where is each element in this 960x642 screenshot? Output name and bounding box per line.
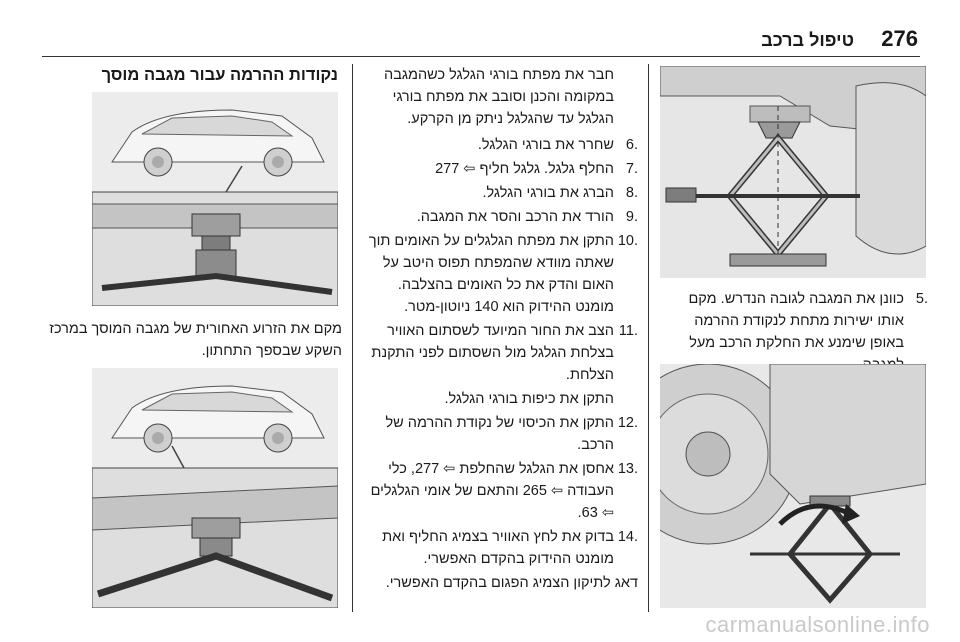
step-text: שחרר את בורגי הגלגל. [477, 137, 614, 153]
step-text: בדוק את לחץ האוויר בצמיג החליף ואת מומנט ההידוק בהקדם האפשרי. [382, 529, 614, 567]
step-9 [362, 206, 638, 228]
car-lift-point-figure-2 [92, 368, 338, 608]
outro-paragraph: דאג לתיקון הצמיג הפגום בהקדם האפשרי. [385, 575, 638, 591]
watermark-text: carmanualsonline.info [705, 612, 930, 637]
left-column-caption [30, 318, 342, 366]
page-header-title: טיפול ברכב [761, 30, 854, 50]
step-number: .6 [625, 137, 638, 153]
step-text: הברג את בורגי הגלגל. [482, 185, 614, 201]
step-number: .9 [625, 209, 638, 225]
scissor-jack-illustration [660, 66, 926, 278]
step-text: אחסן את הגלגל שהחלפת ⇦ 277, כלי העבודה ⇦ 265 והתאם של אומי הגלגלים ⇦ 63. [370, 461, 614, 521]
step-text: התקן את הכיסוי של נקודת ההרמה של הרכב. [385, 415, 614, 453]
step-number: .11 [618, 323, 638, 339]
step-text: הצב את החור המיועד לשסתום האוויר בצלחת הגלגל מול השסתום לפני התקנת הצלחת. [371, 323, 614, 383]
jack-under-car-figure [660, 364, 926, 608]
page-number: 276 [881, 26, 918, 51]
middle-column-text [362, 64, 638, 598]
step-text: התקן את מפתח הגלגלים על האומים תוך שאתה מוודא שהמפתח תפוס היטב על האום והדק את כל האומים בהצלבה. מומנט ההידוק הוא 140 ניוטון-מטר. [368, 233, 614, 315]
step-11 [362, 320, 638, 386]
intro-paragraph: חבר את מפתח בורגי הגלגל כשהמגבה במקומה והכנן וסובב את מפתח בורגי הגלגל עד שהגלגל ניתק מן הקרקע. [384, 67, 614, 127]
jack-rotation-illustration [660, 364, 926, 608]
step-text: התקן את כיפות בורגי הגלגל. [444, 391, 614, 407]
column-divider-right [648, 64, 649, 612]
step-number: .13 [617, 461, 638, 477]
step-6 [362, 134, 638, 156]
column-divider-left [352, 64, 353, 612]
step-number: .14 [617, 529, 638, 545]
step-number: .12 [617, 415, 638, 431]
step-text: כוונן את המגבה לגובה הנדרש. מקם אותו ישירות מתחת לנקודת ההרמה באופן שימנע את החלקת הרכב מעל [688, 291, 904, 351]
step-5 [660, 288, 928, 376]
step-number: .8 [625, 185, 638, 201]
step-11-extra [362, 388, 638, 410]
car-lift-point-illustration-2 [92, 368, 338, 608]
car-lift-point-figure-1 [92, 92, 338, 306]
step-7 [362, 158, 638, 180]
step-number: .5 [915, 291, 928, 307]
step-number: .7 [625, 161, 638, 177]
step-8 [362, 182, 638, 204]
section-title: נקודות ההרמה עבור מגבה מוסך [101, 66, 338, 84]
car-lift-point-illustration-1 [92, 92, 338, 306]
step-text: הורד את הרכב והסר את המגבה. [416, 209, 614, 225]
lift-point-caption: מקם את הזרוע האחורית של מגבה המוסך במרכז השקע שבספך התחתון. [49, 321, 342, 359]
header-divider [42, 56, 920, 57]
step-10 [362, 230, 638, 318]
step-number: .10 [617, 233, 638, 249]
step-text: החלף גלגל. גלגל חליף ⇦ 277 [435, 161, 614, 177]
step-13 [362, 458, 638, 524]
step-14 [362, 526, 638, 570]
step-12 [362, 412, 638, 456]
jack-closeup-figure [660, 66, 926, 278]
